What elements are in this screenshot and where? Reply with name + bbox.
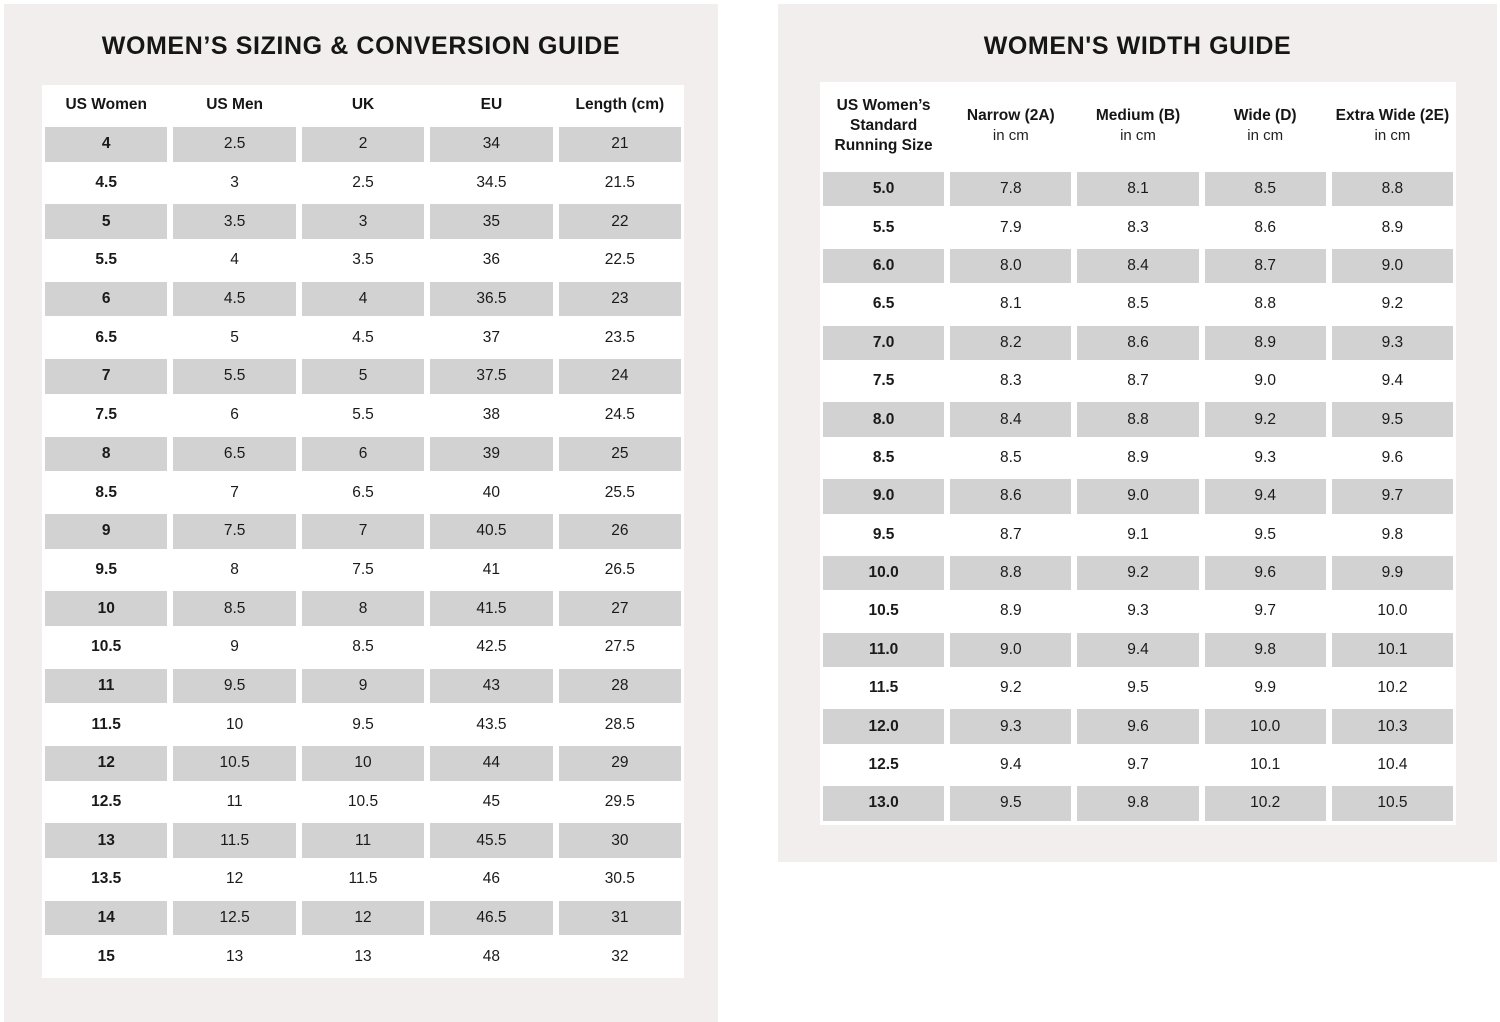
table-cell: 45 xyxy=(427,783,555,822)
table-cell: 21 xyxy=(556,125,684,164)
table-cell: 5.5 xyxy=(299,396,427,435)
table-cell: 27 xyxy=(556,589,684,628)
table-row xyxy=(42,473,684,512)
table-cell: 23 xyxy=(556,280,684,319)
table-cell: 12.5 xyxy=(820,746,947,784)
table-cell: 41.5 xyxy=(427,589,555,628)
table-cell: 7.5 xyxy=(299,551,427,590)
table-cell: 10.1 xyxy=(1202,746,1329,784)
table-row xyxy=(820,554,1456,592)
table-cell: 8.5 xyxy=(170,589,298,628)
table-cell: 9.4 xyxy=(1074,631,1201,669)
column-header-unit: in cm xyxy=(1374,127,1411,145)
table-cell: 43.5 xyxy=(427,705,555,744)
column-header xyxy=(427,85,555,125)
table-cell: 9.5 xyxy=(947,784,1074,822)
table-row xyxy=(820,746,1456,784)
table-cell: 8.4 xyxy=(1074,247,1201,285)
table-cell: 7.5 xyxy=(820,362,947,400)
table-cell: 8.1 xyxy=(947,285,1074,323)
table-cell: 9.0 xyxy=(1202,362,1329,400)
table-cell: 28 xyxy=(556,667,684,706)
table-cell: 8.8 xyxy=(1202,285,1329,323)
table-cell: 9.6 xyxy=(1074,707,1201,745)
table-cell: 9.2 xyxy=(1074,554,1201,592)
table-row xyxy=(42,899,684,938)
table-row xyxy=(42,202,684,241)
column-header xyxy=(1202,82,1329,170)
table-cell: 10.5 xyxy=(42,628,170,667)
table-cell: 11 xyxy=(299,821,427,860)
table-cell: 6.0 xyxy=(820,247,947,285)
table-row xyxy=(42,783,684,822)
table-cell: 3 xyxy=(170,164,298,203)
table-row xyxy=(42,435,684,474)
width-guide-title: WOMEN'S WIDTH GUIDE xyxy=(983,32,1292,60)
table-row xyxy=(42,280,684,319)
table-cell: 8.6 xyxy=(1202,208,1329,246)
table-row xyxy=(42,589,684,628)
table-cell: 12.5 xyxy=(42,783,170,822)
table-cell: 8.4 xyxy=(947,400,1074,438)
table-cell: 8.0 xyxy=(947,247,1074,285)
width-guide-table-body xyxy=(820,170,1456,823)
table-cell: 10 xyxy=(42,589,170,628)
table-row xyxy=(42,628,684,667)
table-cell: 6 xyxy=(299,435,427,474)
table-row xyxy=(820,247,1456,285)
table-cell: 3.5 xyxy=(170,202,298,241)
table-cell: 11.5 xyxy=(820,669,947,707)
table-cell: 9.5 xyxy=(1329,400,1456,438)
table-cell: 25.5 xyxy=(556,473,684,512)
table-cell: 37.5 xyxy=(427,357,555,396)
table-cell: 27.5 xyxy=(556,628,684,667)
table-row xyxy=(820,592,1456,630)
table-cell: 46 xyxy=(427,860,555,899)
table-row xyxy=(42,164,684,203)
table-cell: 14 xyxy=(42,899,170,938)
table-cell: 3 xyxy=(299,202,427,241)
table-cell: 8.9 xyxy=(1202,324,1329,362)
table-cell: 10 xyxy=(299,744,427,783)
column-header xyxy=(1329,82,1456,170)
table-cell: 7.8 xyxy=(947,170,1074,208)
table-cell: 6.5 xyxy=(820,285,947,323)
table-cell: 12.5 xyxy=(170,899,298,938)
table-cell: 8.7 xyxy=(1202,247,1329,285)
table-cell: 8.1 xyxy=(1074,170,1201,208)
table-cell: 24.5 xyxy=(556,396,684,435)
table-cell: 8.5 xyxy=(1202,170,1329,208)
table-row xyxy=(42,551,684,590)
table-cell: 6.5 xyxy=(170,435,298,474)
table-cell: 5.5 xyxy=(820,208,947,246)
table-cell: 5 xyxy=(170,318,298,357)
table-cell: 9.4 xyxy=(947,746,1074,784)
table-cell: 9.7 xyxy=(1329,477,1456,515)
table-cell: 4 xyxy=(170,241,298,280)
table-cell: 29 xyxy=(556,744,684,783)
table-cell: 13 xyxy=(42,821,170,860)
table-row xyxy=(820,631,1456,669)
table-cell: 10.5 xyxy=(170,744,298,783)
table-row xyxy=(820,516,1456,554)
table-cell: 13 xyxy=(299,937,427,976)
column-header-label: EU xyxy=(480,95,503,113)
table-cell: 10.1 xyxy=(1329,631,1456,669)
table-cell: 11.5 xyxy=(42,705,170,744)
table-row xyxy=(820,324,1456,362)
table-row xyxy=(820,707,1456,745)
column-header-unit: in cm xyxy=(992,127,1029,145)
table-row xyxy=(42,241,684,280)
table-cell: 9.9 xyxy=(1202,669,1329,707)
table-cell: 5 xyxy=(299,357,427,396)
table-cell: 5.5 xyxy=(42,241,170,280)
table-cell: 42.5 xyxy=(427,628,555,667)
table-cell: 8 xyxy=(170,551,298,590)
table-cell: 7 xyxy=(42,357,170,396)
table-cell: 9.6 xyxy=(1202,554,1329,592)
table-cell: 9.5 xyxy=(170,667,298,706)
table-cell: 7 xyxy=(170,473,298,512)
table-cell: 40 xyxy=(427,473,555,512)
table-cell: 13 xyxy=(170,937,298,976)
table-cell: 22 xyxy=(556,202,684,241)
table-cell: 9.2 xyxy=(1202,400,1329,438)
sizing-conversion-table-body xyxy=(42,125,684,976)
table-row xyxy=(42,937,684,976)
table-cell: 8.8 xyxy=(1329,170,1456,208)
table-cell: 8.0 xyxy=(820,400,947,438)
table-cell: 11 xyxy=(170,783,298,822)
table-cell: 10.5 xyxy=(820,592,947,630)
table-cell: 2 xyxy=(299,125,427,164)
table-cell: 8.3 xyxy=(947,362,1074,400)
table-row xyxy=(820,170,1456,208)
table-cell: 6 xyxy=(170,396,298,435)
table-cell: 6 xyxy=(42,280,170,319)
table-cell: 39 xyxy=(427,435,555,474)
column-header-label: US Women’s Standard Running Size xyxy=(834,96,933,155)
table-cell: 9.3 xyxy=(1329,324,1456,362)
table-cell: 10.4 xyxy=(1329,746,1456,784)
table-cell: 9.5 xyxy=(42,551,170,590)
table-cell: 9.9 xyxy=(1329,554,1456,592)
table-cell: 9 xyxy=(42,512,170,551)
table-cell: 9.6 xyxy=(1329,439,1456,477)
column-header-label: US Women xyxy=(65,95,147,113)
table-cell: 8.7 xyxy=(947,516,1074,554)
table-row xyxy=(820,669,1456,707)
table-cell: 48 xyxy=(427,937,555,976)
column-header xyxy=(556,85,684,125)
table-cell: 12 xyxy=(299,899,427,938)
table-cell: 26.5 xyxy=(556,551,684,590)
table-cell: 9.5 xyxy=(1202,516,1329,554)
table-cell: 4.5 xyxy=(42,164,170,203)
width-guide-panel xyxy=(778,4,1497,862)
table-cell: 9.3 xyxy=(947,707,1074,745)
table-row xyxy=(42,357,684,396)
table-cell: 8.5 xyxy=(42,473,170,512)
table-cell: 9.0 xyxy=(947,631,1074,669)
sizing-conversion-title: WOMEN’S SIZING & CONVERSION GUIDE xyxy=(101,32,621,60)
table-row xyxy=(820,784,1456,822)
table-cell: 8.3 xyxy=(1074,208,1201,246)
table-row xyxy=(42,821,684,860)
table-row xyxy=(820,362,1456,400)
table-cell: 8.2 xyxy=(947,324,1074,362)
table-cell: 5.0 xyxy=(820,170,947,208)
column-header-label: Extra Wide (2E) xyxy=(1335,107,1450,125)
table-cell: 8.5 xyxy=(299,628,427,667)
table-cell: 7.0 xyxy=(820,324,947,362)
table-cell: 9.2 xyxy=(1329,285,1456,323)
column-header-unit: in cm xyxy=(1120,127,1156,145)
table-cell: 2.5 xyxy=(170,125,298,164)
table-cell: 9.4 xyxy=(1329,362,1456,400)
table-row xyxy=(42,318,684,357)
table-cell: 15 xyxy=(42,937,170,976)
table-cell: 8.5 xyxy=(1074,285,1201,323)
table-cell: 9.3 xyxy=(1074,592,1201,630)
table-cell: 26 xyxy=(556,512,684,551)
table-cell: 9.5 xyxy=(820,516,947,554)
column-header-label: Length (cm) xyxy=(575,95,665,113)
column-header-label: US Men xyxy=(206,95,264,113)
table-cell: 10.0 xyxy=(1202,707,1329,745)
table-cell: 24 xyxy=(556,357,684,396)
table-cell: 8.6 xyxy=(947,477,1074,515)
table-cell: 8 xyxy=(42,435,170,474)
table-cell: 29.5 xyxy=(556,783,684,822)
table-cell: 45.5 xyxy=(427,821,555,860)
table-cell: 21.5 xyxy=(556,164,684,203)
table-cell: 11 xyxy=(42,667,170,706)
table-cell: 9.7 xyxy=(1202,592,1329,630)
column-header xyxy=(170,85,298,125)
table-cell: 8.8 xyxy=(1074,400,1201,438)
column-header xyxy=(299,85,427,125)
column-header-label: UK xyxy=(351,95,375,113)
table-cell: 9.5 xyxy=(1074,669,1201,707)
table-cell: 12 xyxy=(42,744,170,783)
table-cell: 8 xyxy=(299,589,427,628)
table-cell: 13.5 xyxy=(42,860,170,899)
table-cell: 36 xyxy=(427,241,555,280)
table-cell: 43 xyxy=(427,667,555,706)
table-row xyxy=(42,396,684,435)
table-cell: 7.5 xyxy=(170,512,298,551)
table-cell: 10.0 xyxy=(820,554,947,592)
table-cell: 10.2 xyxy=(1329,669,1456,707)
table-cell: 9.4 xyxy=(1202,477,1329,515)
width-guide-table xyxy=(820,82,1456,825)
table-cell: 10.2 xyxy=(1202,784,1329,822)
table-cell: 8.7 xyxy=(1074,362,1201,400)
table-cell: 4.5 xyxy=(299,318,427,357)
table-row xyxy=(42,667,684,706)
table-cell: 40.5 xyxy=(427,512,555,551)
table-cell: 8.6 xyxy=(1074,324,1201,362)
table-row xyxy=(42,860,684,899)
table-cell: 9.0 xyxy=(820,477,947,515)
table-cell: 8.8 xyxy=(947,554,1074,592)
table-cell: 8.9 xyxy=(1074,439,1201,477)
table-row xyxy=(42,705,684,744)
table-cell: 11.0 xyxy=(820,631,947,669)
table-cell: 7 xyxy=(299,512,427,551)
table-cell: 13.0 xyxy=(820,784,947,822)
sizing-conversion-table-header xyxy=(42,85,684,125)
table-cell: 9.7 xyxy=(1074,746,1201,784)
table-cell: 5 xyxy=(42,202,170,241)
column-header xyxy=(1074,82,1201,170)
column-header-label: Narrow (2A) xyxy=(966,107,1055,125)
table-cell: 32 xyxy=(556,937,684,976)
sizing-conversion-table xyxy=(42,85,684,978)
table-cell: 10.5 xyxy=(1329,784,1456,822)
table-cell: 31 xyxy=(556,899,684,938)
table-cell: 9.0 xyxy=(1074,477,1201,515)
table-row xyxy=(820,439,1456,477)
table-cell: 30 xyxy=(556,821,684,860)
column-header-label: Medium (B) xyxy=(1095,107,1181,125)
width-guide-table-header xyxy=(820,82,1456,170)
table-cell: 9.0 xyxy=(1329,247,1456,285)
table-cell: 34.5 xyxy=(427,164,555,203)
table-cell: 30.5 xyxy=(556,860,684,899)
table-cell: 10.3 xyxy=(1329,707,1456,745)
table-cell: 8.9 xyxy=(1329,208,1456,246)
table-cell: 12.0 xyxy=(820,707,947,745)
table-cell: 37 xyxy=(427,318,555,357)
table-cell: 2.5 xyxy=(299,164,427,203)
table-cell: 36.5 xyxy=(427,280,555,319)
table-cell: 9.2 xyxy=(947,669,1074,707)
table-cell: 9.5 xyxy=(299,705,427,744)
table-cell: 3.5 xyxy=(299,241,427,280)
table-cell: 9.3 xyxy=(1202,439,1329,477)
table-cell: 9.8 xyxy=(1074,784,1201,822)
table-row xyxy=(42,512,684,551)
table-cell: 9 xyxy=(170,628,298,667)
table-cell: 38 xyxy=(427,396,555,435)
table-cell: 10.5 xyxy=(299,783,427,822)
table-cell: 35 xyxy=(427,202,555,241)
table-cell: 11.5 xyxy=(299,860,427,899)
table-cell: 9.8 xyxy=(1202,631,1329,669)
table-cell: 4.5 xyxy=(170,280,298,319)
table-cell: 46.5 xyxy=(427,899,555,938)
table-cell: 22.5 xyxy=(556,241,684,280)
table-cell: 25 xyxy=(556,435,684,474)
table-cell: 41 xyxy=(427,551,555,590)
table-row xyxy=(820,400,1456,438)
table-cell: 6.5 xyxy=(42,318,170,357)
table-cell: 44 xyxy=(427,744,555,783)
table-cell: 5.5 xyxy=(170,357,298,396)
table-cell: 12 xyxy=(170,860,298,899)
table-cell: 23.5 xyxy=(556,318,684,357)
table-cell: 6.5 xyxy=(299,473,427,512)
column-header-unit: in cm xyxy=(1247,127,1284,145)
table-cell: 7.9 xyxy=(947,208,1074,246)
column-header xyxy=(947,82,1074,170)
table-cell: 9 xyxy=(299,667,427,706)
table-row xyxy=(820,477,1456,515)
table-row xyxy=(42,744,684,783)
table-row xyxy=(820,208,1456,246)
table-cell: 4 xyxy=(299,280,427,319)
table-cell: 8.5 xyxy=(820,439,947,477)
table-cell: 8.5 xyxy=(947,439,1074,477)
table-cell: 8.9 xyxy=(947,592,1074,630)
table-cell: 34 xyxy=(427,125,555,164)
table-cell: 11.5 xyxy=(170,821,298,860)
table-cell: 10 xyxy=(170,705,298,744)
table-row xyxy=(42,125,684,164)
column-header xyxy=(42,85,170,125)
column-header-label: Wide (D) xyxy=(1233,107,1297,125)
sizing-conversion-panel xyxy=(4,4,718,1022)
table-cell: 9.1 xyxy=(1074,516,1201,554)
table-cell: 7.5 xyxy=(42,396,170,435)
column-header xyxy=(820,82,947,170)
table-row xyxy=(820,285,1456,323)
table-cell: 4 xyxy=(42,125,170,164)
table-cell: 10.0 xyxy=(1329,592,1456,630)
table-cell: 28.5 xyxy=(556,705,684,744)
table-cell: 9.8 xyxy=(1329,516,1456,554)
